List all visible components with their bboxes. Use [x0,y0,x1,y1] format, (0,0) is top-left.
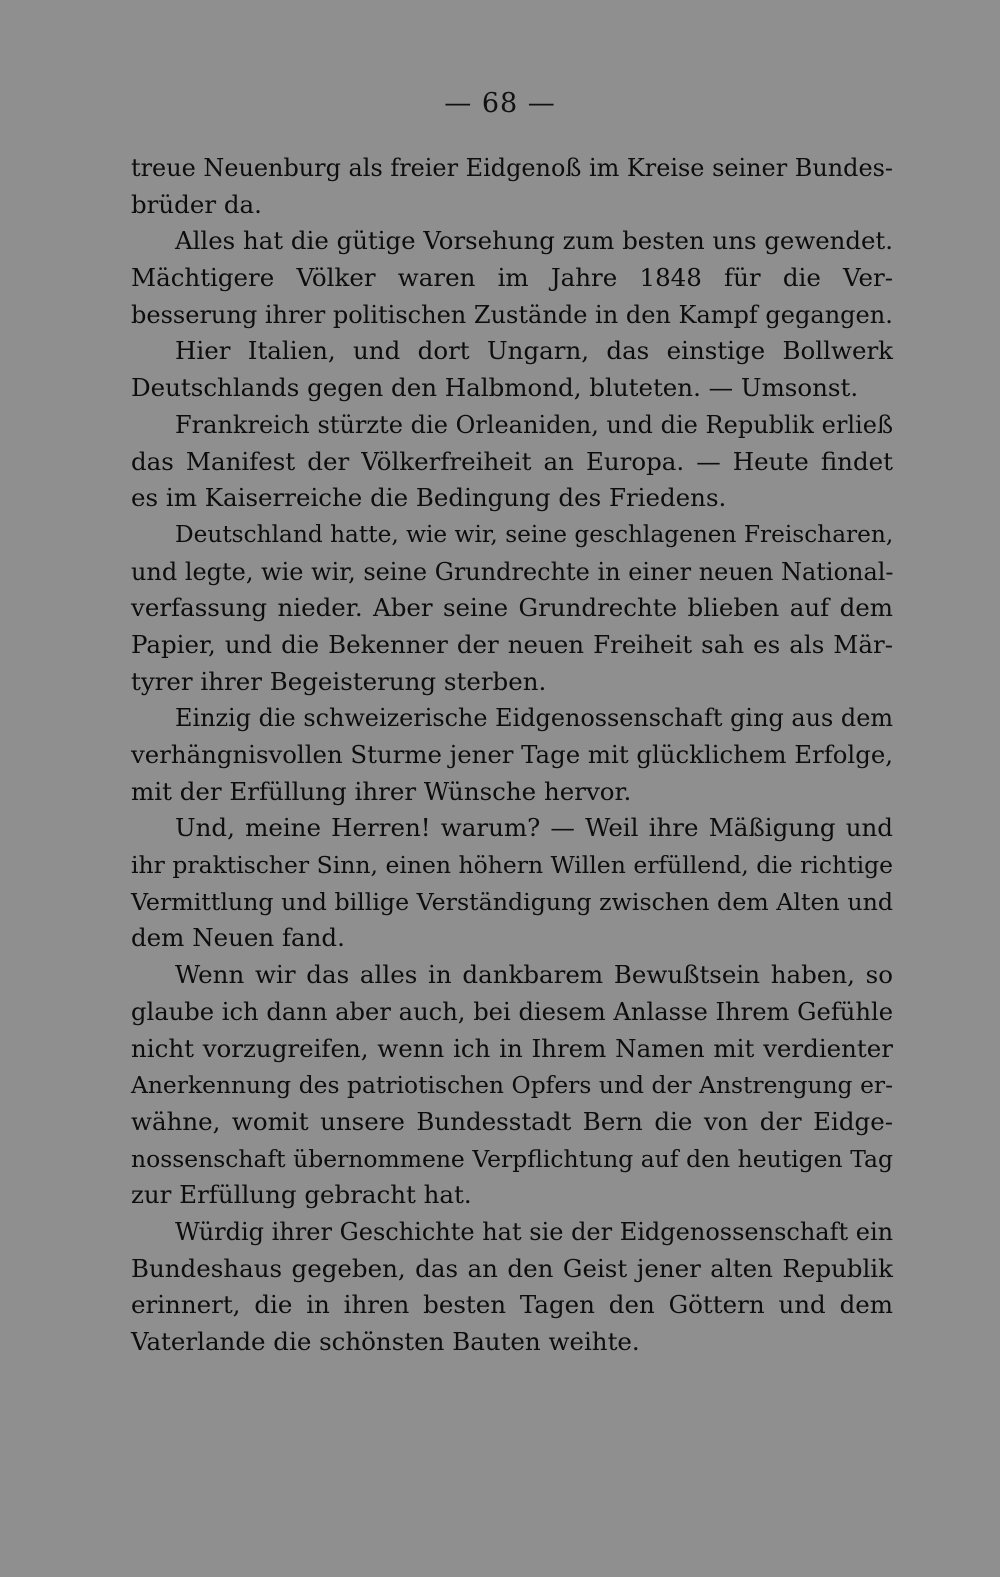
text-line: mit der Erfüllung ihrer Wünsche hervor. [131,776,632,806]
paragraph [131,810,893,957]
text-line: Einzig die schweizerische Eidgenossenschaft ging aus dem [175,704,893,733]
text-line: das Manifest der Völkerfreiheit an Europa. — Heute findet [131,446,893,476]
paragraph [131,407,893,517]
text-line: Mächtigere Völker waren im Jahre 1848 für die Ver- [131,263,893,293]
text-line: wähne, womit unsere Bundesstadt Bern die von der Eidge- [131,1106,893,1136]
text-line: Würdig ihrer Geschichte hat sie der Eidgenossenschaft ein [175,1217,894,1246]
text-line: glaube ich dann aber auch, bei diesem Anlasse Ihrem Gefühle [131,997,894,1026]
text-line: verhängnisvollen Sturme jener Tage mit glücklichem Erfolge, [131,740,894,769]
paragraph [131,223,893,333]
text-line: ihr praktischer Sinn, einen höhern Willen erfüllend, die richtige [131,851,893,880]
paragraph [131,150,893,223]
text-line: es im Kaiserreiche die Bedingung des Friedens. [131,483,727,513]
text-line: Wenn wir das alles in dankbarem Bewußtsein haben, so [175,960,893,990]
text-line: Vaterlande die schönsten Bauten weihte. [131,1327,640,1356]
text-line: Hier Italien, und dort Ungarn, das einstige Bollwerk [175,336,893,366]
text-line: Anerkennung des patriotischen Opfers und der Anstrengung er- [131,1071,893,1100]
body-text [131,150,893,1361]
text-line: und legte, wie wir, seine Grundrechte in einer neuen National- [131,557,894,586]
text-line: Vermittlung und billige Verständigung zwischen dem Alten und [131,887,893,916]
text-line: Frankreich stürzte die Orleaniden, und die Republik erließ [175,410,893,439]
text-line: nossenschaft übernommene Verpflichtung auf den heutigen Tag [131,1144,893,1173]
paragraph [131,333,893,406]
paragraph [131,1214,893,1361]
text-line: erinnert, die in ihren besten Tagen den Göttern und dem [131,1290,893,1320]
text-line: Und, meine Herren! warum? — Weil ihre Mäßigung und [175,813,893,843]
text-line: zur Erfüllung gebracht hat. [131,1180,472,1210]
paragraph [131,700,893,810]
paragraph [131,957,893,1214]
text-line: dem Neuen fand. [131,923,345,953]
text-line: Papier, und die Bekenner der neuen Freiheit sah es als Mär- [131,629,893,659]
text-line: nicht vorzugreifen, wenn ich in Ihrem Namen mit verdienter [131,1033,893,1063]
text-line: Deutschlands gegen den Halbmond, bluteten. — Umsonst. [131,373,859,403]
text-line: Alles hat die gütige Vorsehung zum besten uns gewendet. [175,226,893,256]
text-line: verfassung nieder. Aber seine Grundrechte blieben auf dem [131,593,893,623]
text-line: besserung ihrer politischen Zustände in den Kampf gegangen. [131,300,893,329]
text-line: Deutschland hatte, wie wir, seine geschlagenen Freischaren, [175,520,894,548]
page-number: — 68 — [444,88,556,119]
text-line: treue Neuenburg als freier Eidgenoß im Kreise seiner Bundes- [131,154,893,182]
paragraph [131,517,893,700]
text-line: tyrer ihrer Begeisterung sterben. [131,666,547,696]
text-line: brüder da. [131,189,262,219]
text-line: Bundeshaus gegeben, das an den Geist jener alten Republik [131,1253,893,1283]
